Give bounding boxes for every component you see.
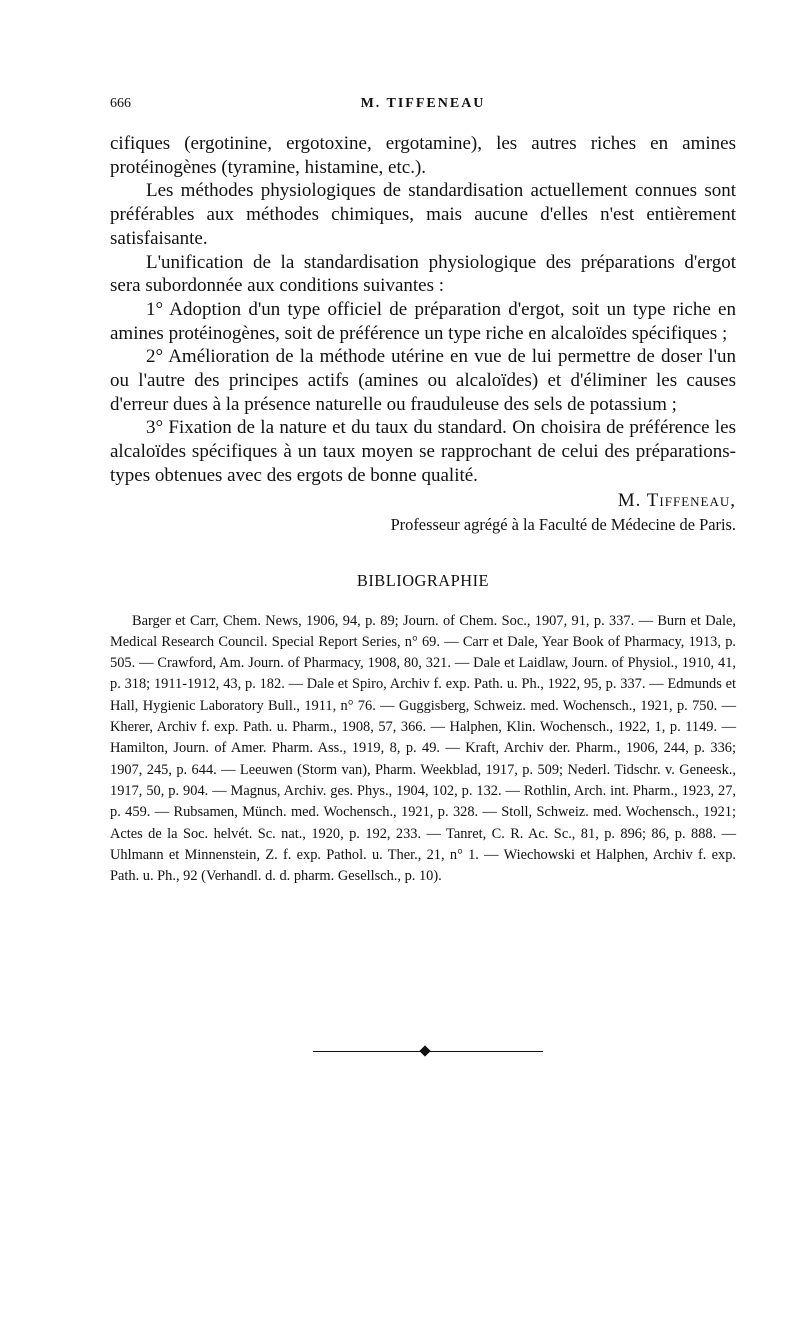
page-number: 666 [110, 96, 131, 111]
bibliography-text: Barger et Carr, Chem. News, 1906, 94, p. 89; Journ. of Chem. Soc., 1907, 91, p. 337. — Burn et Dale, Medical Research Council. Special Report Series, n° 69. — Carr et Dale, Year Book of Pharmacy, 1913, p. 505. — Crawford, Am. Journ. of Pharmacy, 1908, 80, 321. — Dale et Laidlaw, Journ. of Physiol., 1910, 41, p. 318; 1911-1912, 43, p. 182. — Dale et Spiro, Archiv f. exp. Path. u. Ph., 1922, 95, p. 337. — Edmunds et Hall, Hygienic Laboratory Bull., 1911, n° 76. — Guggisberg, Schweiz. med. Wochensch., 1921, p. 750. — Kherer, Archiv f. exp. Path. u. Pharm., 1908, 57, 366. — Halphen, Klin. Wochensch., 1922, 1, p. 1149. — Hamilton, Journ. of Amer. Pharm. Ass., 1919, 8, p. 49. — Kraft, Archiv der. Pharm., 1906, 244, p. 336; 1907, 245, p. 644. — Leeuwen (Storm van), Pharm. Weekblad, 1917, p. 509; Nederl. Tidschr. v. Geneesk., 1917, 50, p. 904. — Magnus, Archiv. ges. Phys., 1904, 102, p. 132. — Rothlin, Arch. int. Pharm., 1923, 27, p. 459. — Rubsamen, Münch. med. Wochensch., 1921, p. 328. — Stoll, Schweiz. med. Wochensch., 1921; Actes de la Soc. helvét. Sc. nat., 1920, p. 192, 233. — Tanret, C. R. Ac. Sc., 81, p. 896; 86, p. 888. — Uhlmann et Minnenstein, Z. f. exp. Pathol. u. Ther., 21, n° 1. — Wiechowski et Halphen, Archiv f. exp. Path. u. Ph., 92 (Verhandl. d. d. pharm. Gesellsch., p. 10). [110, 612, 736, 885]
author-affiliation: Professeur agrégé à la Faculté de Médecine de Paris. [390, 514, 736, 534]
paragraph-condition-1: 1° Adoption d'un type officiel de préparation d'ergot, soit un type riche en amines protéinogènes, soit de préférence un type riche en alcaloïdes spécifiques ; [110, 298, 736, 344]
paragraph-condition-2: 2° Amélioration de la méthode utérine en vue de lui permettre de doser l'un ou l'autre des principes actifs (amines ou alcaloïdes) et d'éliminer les causes d'erreur dues à la présence naturelle ou frauduleuse des sels de potassium ; [110, 346, 736, 415]
paragraph-condition-3: 3° Fixation de la nature et du taux du standard. On choisira de préférence les alcaloïdes spécifiques à un taux moyen se rapprochant de celui des préparations-types obtenues avec des ergots de bonne qualité. [110, 417, 736, 486]
paragraph-continuation: cifiques (ergotinine, ergotoxine, ergotamine), les autres riches en amines protéinogènes (tyramine, histamine, etc.). [110, 133, 736, 178]
paragraph-methods: Les méthodes physiologiques de standardisation actuellement connues sont préférables aux méthodes chimiques, mais aucune d'elles n'est entièrement satisfaisante. [110, 180, 736, 249]
bibliography-heading: BIBLIOGRAPHIE [356, 570, 490, 590]
paragraph-unification: L'unification de la standardisation physiologique des préparations d'ergot sera subordonnée aux conditions suivantes : [110, 251, 736, 297]
end-ornament [313, 1044, 543, 1060]
author-signature: M. Tiffeneau, [617, 489, 736, 511]
running-title: M. TIFFENEAU [360, 96, 486, 111]
page [110, 96, 736, 887]
body-text [110, 132, 736, 488]
page-header [110, 96, 736, 120]
diamond-icon [419, 1045, 430, 1056]
